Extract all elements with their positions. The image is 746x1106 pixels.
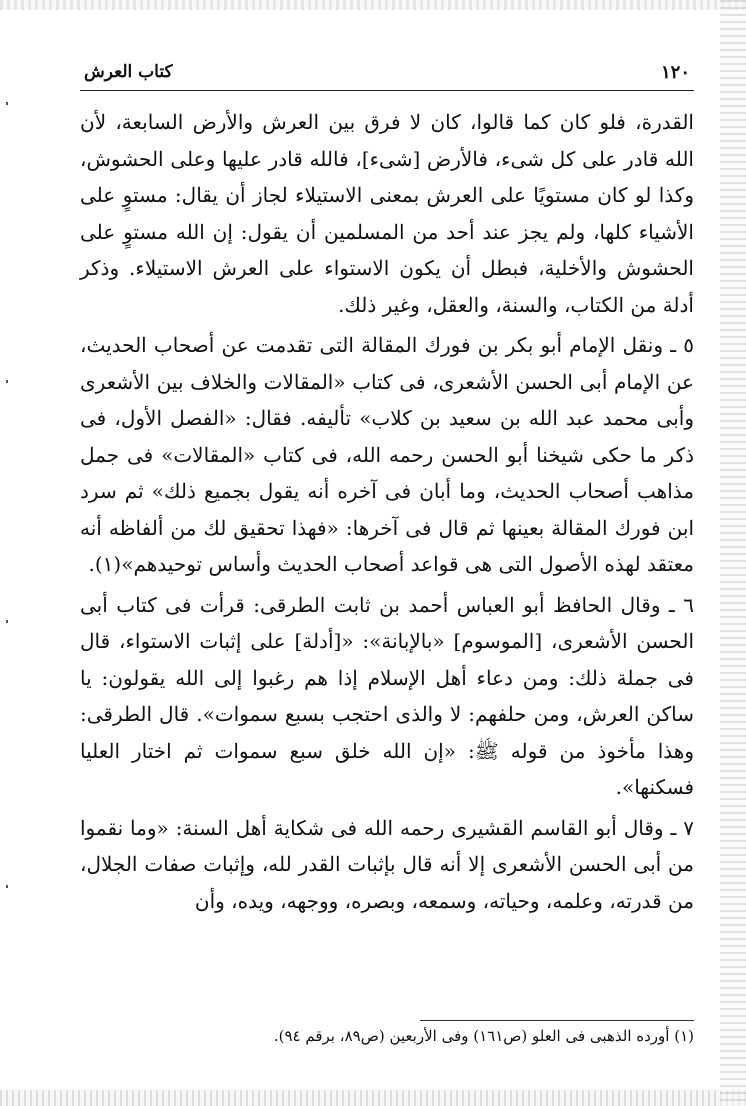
- margin-mark: [6, 102, 8, 105]
- margin-mark: [6, 885, 8, 888]
- margin-mark: [6, 620, 8, 623]
- paragraph: ٧ ـ وقال أبو القاسم القشيرى رحمه الله فى شكاية أهل السنة: «وما نقموا من أبى الحسن الأشعرى إلا أنه قال بإثبات القدر لله، وإثبات صفات الجلال، من قدرته، وعلمه، وحياته، وسمعه، وبصره، ووجهه، ويده، وأن: [80, 815, 694, 913]
- paragraph: ٦ ـ وقال الحافظ أبو العباس أحمد بن ثابت الطرقى: قرأت فى كتاب أبى الحسن الأشعرى، [الموسوم] «بالإبانة»: «[أدلة] على إثبات الاستواء، قال فى جملة ذلك: ومن دعاء أهل الإسلام إذا هم رغبوا إلى الله يقولون: يا ساكن العرش، ومن حلفهم: لا والذى احتجب بسبع سموات». قال الطرقى: وهذا مأخوذ من قوله ﷺ: «إن الله خلق سبع سموات ثم اختار العليا فسكنها».: [80, 592, 694, 799]
- paragraph: القدرة، فلو كان كما قالوا، كان لا فرق بين العرش والأرض السابعة، لأن الله قادر على كل شىء، فالأرض [شىء]، فالله قادر عليها وعلى الحشوش، وكذا لو كان مستويًا على العرش بمعنى الاستيلاء لجاز أن يقال: مستوٍ على الأشياء كلها، ولم يجز عند أحد من المسلمين أن يقول: إن الله مستوٍ على الحشوش والأخلية، فبطل أن يكون الاستواء على العرش الاستيلاء. وذكر أدلة من الكتاب، والسنة، والعقل، وغير ذلك.: [80, 110, 694, 317]
- footnote: (١) أورده الذهبى فى العلو (ص١٦١) وفى الأربعين (ص٨٩، برقم ٩٤).: [273, 1027, 694, 1045]
- scan-edge-bottom: [0, 1090, 746, 1106]
- scan-edge-right: [720, 0, 746, 1106]
- page-number: ١٢٠: [660, 62, 690, 83]
- page-header: [80, 62, 694, 91]
- footnote-separator: [420, 1020, 694, 1021]
- paragraph: ٥ ـ ونقل الإمام أبو بكر بن فورك المقالة التى تقدمت عن أصحاب الحديث، عن الإمام أبى الحسن الأشعرى، فى كتاب «المقالات والخلاف بين الأشعرى وأبى محمد عبد الله بن سعيد بن كلاب» تأليفه. فقال: «الفصل الأول، فى ذكر ما حكى شيخنا أبو الحسن رحمه الله، فى كتاب «المقالات» فى جمل مذاهب أصحاب الحديث، وما أبان فى آخره أنه يقول بجميع ذلك» ثم سرد ابن فورك المقالة بعينها ثم قال فى آخرها: «فهذا تحقيق لك من ألفاظه أنه معتقد لهذه الأصول التى هى قواعد أصحاب الحديث وأساس توحيدهم»(١).: [80, 333, 694, 576]
- running-title: كتاب العرش: [84, 62, 173, 82]
- scan-edge-top: [0, 0, 746, 10]
- margin-mark: [6, 380, 8, 383]
- body-text: [80, 104, 694, 923]
